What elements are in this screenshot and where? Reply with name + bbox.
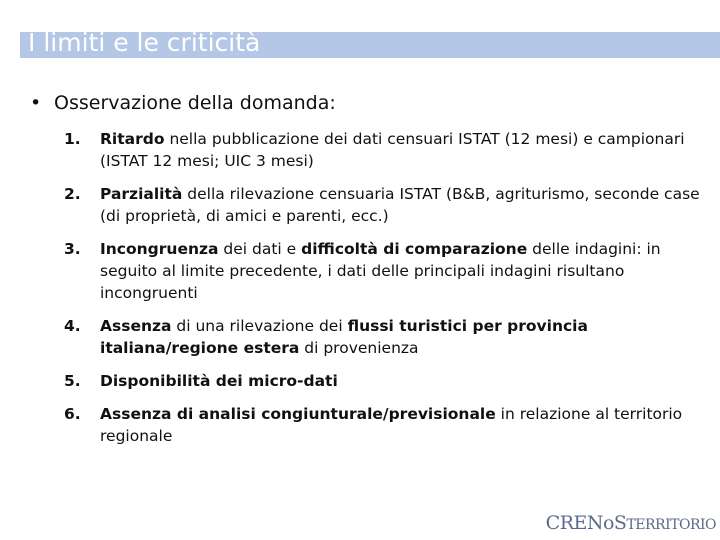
- bullet-marker: •: [30, 92, 42, 114]
- logo-part-1: CRENoS: [545, 512, 627, 534]
- item-text: [100, 183, 704, 227]
- item-segment: nella pubblicazione dei dati censuari ISTAT (12 mesi) e campionari (ISTAT 12 mesi; UIC 3 mesi): [100, 130, 685, 170]
- item-text: [100, 370, 704, 392]
- main-bullet: [30, 90, 336, 116]
- item-segment: delle indagini: in seguito al limite precedente, i dati delle principali indagini risultano incongruenti: [100, 240, 661, 302]
- item-text: [100, 238, 704, 304]
- item-number: 2.: [64, 185, 81, 203]
- item-segment: Assenza di analisi congiunturale/previsionale: [100, 405, 496, 423]
- item-segment: Ritardo: [100, 130, 165, 148]
- item-segment: dei dati e: [218, 240, 302, 258]
- item-text: [100, 403, 704, 447]
- item-number: 3.: [64, 240, 81, 258]
- item-segment: Assenza: [100, 317, 172, 335]
- item-segment: flussi turistici per provincia italiana/regione estera: [100, 317, 588, 357]
- list-item-6: [64, 403, 704, 447]
- list-item-4: [64, 315, 704, 359]
- item-number: 5.: [64, 372, 81, 390]
- item-segment: di una rilevazione dei: [171, 317, 348, 335]
- list-item-1: [64, 128, 704, 172]
- item-number: 4.: [64, 317, 81, 335]
- item-number: 1.: [64, 130, 81, 148]
- item-segment: di provenienza: [299, 339, 419, 357]
- item-text: [100, 315, 704, 359]
- crenos-territorio-logo: [546, 512, 716, 534]
- list-item-2: [64, 183, 704, 227]
- item-number: 6.: [64, 405, 81, 423]
- main-bullet-text: Osservazione della domanda:: [54, 92, 336, 114]
- item-segment: della rilevazione censuaria ISTAT (B&B, agriturismo, seconde case (di proprietà, di amici e parenti, ecc.): [100, 185, 700, 225]
- item-segment: Disponibilità dei micro-dati: [100, 372, 338, 390]
- list-item-3: [64, 238, 704, 304]
- logo-part-2: TERRITORIO: [626, 517, 716, 533]
- item-segment: difficoltà di comparazione: [301, 240, 528, 258]
- item-segment: in relazione al territorio regionale: [100, 405, 683, 445]
- slide-title: I limiti e le criticità: [28, 28, 261, 57]
- item-segment: Parzialità: [100, 185, 183, 203]
- item-segment: Incongruenza: [100, 240, 219, 258]
- list-item-5: [64, 370, 704, 392]
- item-text: [100, 128, 704, 172]
